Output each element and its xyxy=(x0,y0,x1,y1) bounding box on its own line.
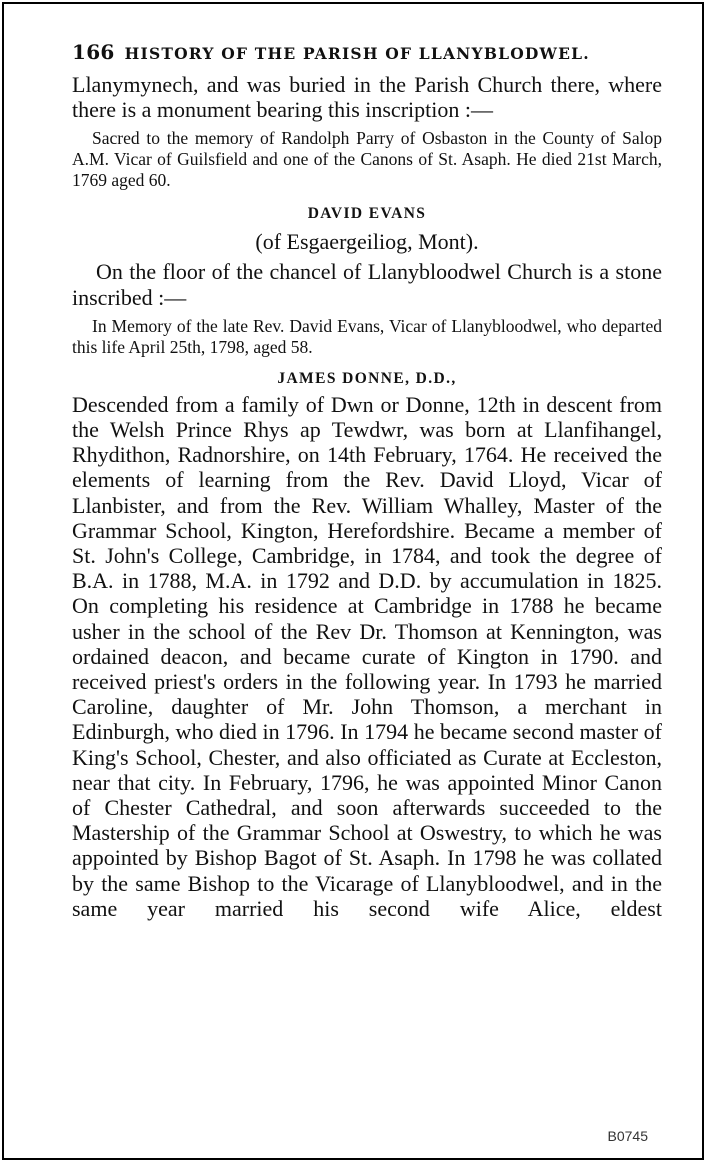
section-heading-donne: JAMES DONNE, D.D., xyxy=(277,369,457,387)
running-title: HISTORY OF THE PARISH OF LLANYBLODWEL. xyxy=(124,44,590,63)
evans-inscription: In Memory of the late Rev. David Evans, Vicar of Llanybloodwel, who departed this life April 25th, 1798, aged 58. xyxy=(72,315,662,357)
section-subheading-evans: (of Esgaergeiliog, Mont). xyxy=(255,229,479,255)
catalog-id: B0745 xyxy=(607,1128,648,1144)
parry-inscription: Sacred to the memory of Randolph Parry of Osbaston in the County of Salop A.M. Vicar of Guilsfield and one of the Canons of St. Asaph. He died 21st March, 1769 aged 60. xyxy=(72,128,662,191)
section-heading-evans: DAVID EVANS xyxy=(307,205,427,223)
intro-paragraph: Llanymynech, and was buried in the Parish Church there, where there is a monument bearing this inscription :— xyxy=(72,72,662,123)
donne-paragraph: Descended from a family of Dwn or Donne, 12th in descent from the Welsh Prince Rhys ap Tewdwr, was born at Llanfihangel, Rhydithon, Radnorshire, on 14th February, 1764. He received the elements of learning from the Rev. David Lloyd, Vicar of Llanbister, and from the Rev. William Whalley, Master of the Grammar School, Kington, Herefordshire. Became a member of St. John's College, Cambridge, in 1784, and took the degree of B.A. in 1788, M.A. in 1792 and D.D. by accumulation in 1825. On completing his residence at Cambridge in 1788 he became usher in the school of the Rev Dr. Thomson at Kennington, was ordained deacon, and became curate of Kington in 1790. and received priest's orders in the following year. In 1793 he married Caroline, daughter of Mr. John Thomson, a merchant in Edinburgh, who died in 1796. In 1794 he became second master of King's School, Chester, and also officiated as Curate at Eccleston, near that city. In February, 1796, he was appointed Minor Canon of Chester Cathedral, and soon afterwards succeeded to the Mastership of the Grammar School at Oswestry, to which he was appointed by Bishop Bagot of St. Asaph. In 1798 he was collated by the same Bishop to the Vicarage of Llanybloodwel, and in the same year married his second wife Alice, eldest xyxy=(72,391,662,921)
document-page xyxy=(72,40,662,921)
running-header xyxy=(72,40,662,64)
evans-paragraph: On the floor of the chancel of Llanybloodwel Church is a stone inscribed :— xyxy=(72,259,662,310)
page-number: 166 xyxy=(72,40,115,64)
